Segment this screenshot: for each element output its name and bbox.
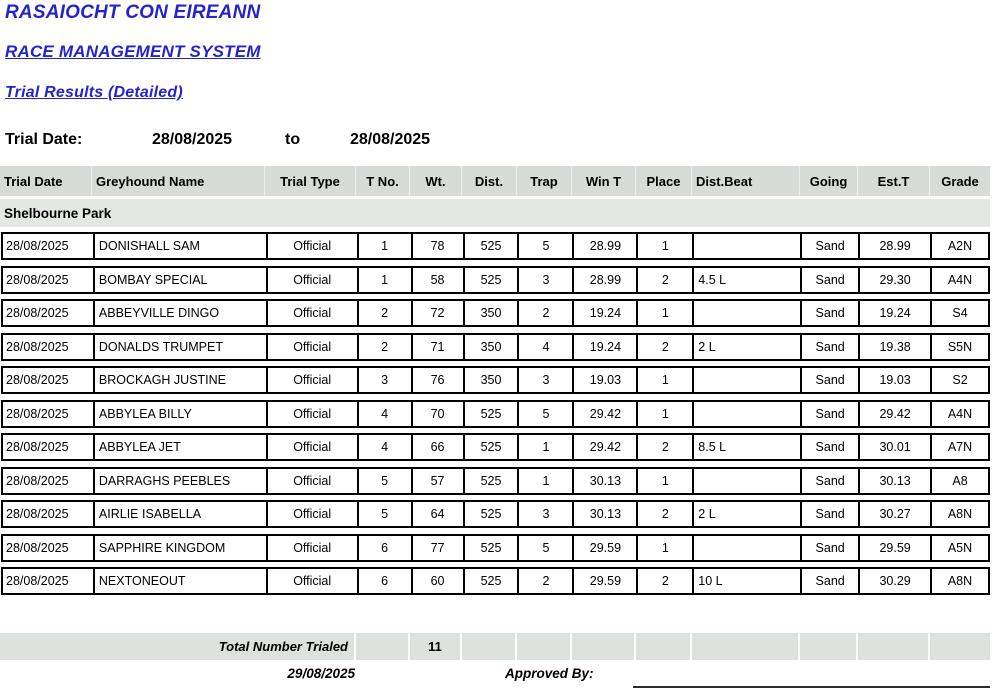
cell-going: Sand bbox=[800, 534, 858, 562]
cell-trap: 2 bbox=[517, 567, 572, 595]
cell-weight: 71 bbox=[411, 333, 463, 361]
cell-est-time: 19.03 bbox=[858, 366, 930, 394]
cell-dist-beat: 2 L bbox=[692, 500, 800, 528]
cell-greyhound-name: ABBEYVILLE DINGO bbox=[93, 299, 266, 327]
cell-trial-date: 28/08/2025 bbox=[1, 534, 93, 562]
cell-trap: 5 bbox=[517, 534, 572, 562]
trial-table-body bbox=[1, 232, 990, 601]
cell-grade: S4 bbox=[930, 299, 990, 327]
cell-trial-date: 28/08/2025 bbox=[1, 366, 93, 394]
cell-distance: 350 bbox=[463, 333, 518, 361]
cell-going: Sand bbox=[800, 500, 858, 528]
cell-weight: 76 bbox=[411, 366, 463, 394]
cell-est-time: 19.38 bbox=[858, 333, 930, 361]
cell-est-time: 28.99 bbox=[858, 232, 930, 260]
cell-weight: 64 bbox=[411, 500, 463, 528]
cell-trial-date: 28/08/2025 bbox=[1, 567, 93, 595]
summary-band-cell bbox=[517, 633, 572, 660]
cell-weight: 70 bbox=[411, 400, 463, 428]
cell-place: 1 bbox=[636, 534, 692, 562]
cell-win-time: 28.99 bbox=[572, 232, 636, 260]
track-section-row bbox=[0, 199, 990, 227]
cell-trial-type: Official bbox=[266, 567, 357, 595]
cell-win-time: 29.42 bbox=[572, 433, 636, 461]
cell-est-time: 29.30 bbox=[858, 266, 930, 294]
cell-weight: 78 bbox=[411, 232, 463, 260]
cell-trial-date: 28/08/2025 bbox=[1, 232, 93, 260]
col-header-distance: Dist. bbox=[462, 166, 517, 196]
cell-place: 2 bbox=[636, 500, 692, 528]
cell-trial-no: 2 bbox=[357, 299, 411, 327]
cell-trial-type: Official bbox=[266, 433, 357, 461]
cell-greyhound-name: DARRAGHS PEEBLES bbox=[93, 467, 266, 495]
cell-trial-date: 28/08/2025 bbox=[1, 266, 93, 294]
cell-weight: 66 bbox=[411, 433, 463, 461]
summary-band-cell bbox=[692, 633, 800, 660]
cell-trap: 3 bbox=[517, 366, 572, 394]
cell-place: 1 bbox=[636, 467, 692, 495]
summary-band bbox=[0, 633, 990, 660]
table-row bbox=[1, 433, 990, 461]
col-header-est-time: Est.T bbox=[858, 166, 930, 196]
col-header-trap: Trap bbox=[517, 166, 572, 196]
table-header-row bbox=[0, 166, 990, 196]
col-header-weight: Wt. bbox=[410, 166, 462, 196]
table-row bbox=[1, 467, 990, 495]
cell-going: Sand bbox=[800, 467, 858, 495]
cell-greyhound-name: DONALDS TRUMPET bbox=[93, 333, 266, 361]
table-row bbox=[1, 534, 990, 562]
cell-weight: 60 bbox=[411, 567, 463, 595]
cell-grade: A8 bbox=[930, 467, 990, 495]
cell-trap: 4 bbox=[517, 333, 572, 361]
cell-grade: A7N bbox=[930, 433, 990, 461]
cell-trial-no: 3 bbox=[357, 366, 411, 394]
table-row bbox=[1, 400, 990, 428]
cell-distance: 350 bbox=[463, 366, 518, 394]
cell-trial-no: 5 bbox=[357, 500, 411, 528]
cell-trial-date: 28/08/2025 bbox=[1, 500, 93, 528]
cell-distance: 525 bbox=[463, 500, 518, 528]
cell-going: Sand bbox=[800, 333, 858, 361]
cell-trial-type: Official bbox=[266, 333, 357, 361]
col-header-dist-beat: Dist.Beat bbox=[692, 166, 800, 196]
cell-dist-beat: 2 L bbox=[692, 333, 800, 361]
track-name: Shelbourne Park bbox=[4, 205, 112, 221]
cell-trial-date: 28/08/2025 bbox=[1, 400, 93, 428]
cell-est-time: 30.27 bbox=[858, 500, 930, 528]
cell-going: Sand bbox=[800, 433, 858, 461]
cell-place: 2 bbox=[636, 433, 692, 461]
summary-band-cell bbox=[356, 633, 410, 660]
trial-date-label: Trial Date: bbox=[5, 131, 83, 148]
table-row bbox=[1, 299, 990, 327]
summary-band-cell bbox=[858, 633, 930, 660]
cell-greyhound-name: DONISHALL SAM bbox=[93, 232, 266, 260]
col-header-place: Place bbox=[636, 166, 692, 196]
cell-trial-date: 28/08/2025 bbox=[1, 299, 93, 327]
cell-grade: A8N bbox=[930, 500, 990, 528]
table-row bbox=[1, 366, 990, 394]
cell-place: 2 bbox=[636, 333, 692, 361]
cell-trial-type: Official bbox=[266, 232, 357, 260]
cell-est-time: 29.42 bbox=[858, 400, 930, 428]
cell-weight: 72 bbox=[411, 299, 463, 327]
cell-grade: A5N bbox=[930, 534, 990, 562]
cell-trial-type: Official bbox=[266, 299, 357, 327]
cell-greyhound-name: ABBYLEA BILLY bbox=[93, 400, 266, 428]
cell-grade: A8N bbox=[930, 567, 990, 595]
cell-dist-beat: 8.5 L bbox=[692, 433, 800, 461]
cell-dist-beat bbox=[692, 232, 800, 260]
trial-date-to-value: 28/08/2025 bbox=[350, 131, 431, 148]
trial-date-from-value: 28/08/2025 bbox=[152, 131, 233, 148]
cell-trap: 1 bbox=[517, 467, 572, 495]
cell-trial-date: 28/08/2025 bbox=[1, 433, 93, 461]
cell-trial-no: 5 bbox=[357, 467, 411, 495]
cell-trial-type: Official bbox=[266, 266, 357, 294]
cell-place: 2 bbox=[636, 567, 692, 595]
cell-going: Sand bbox=[800, 232, 858, 260]
cell-distance: 525 bbox=[463, 266, 518, 294]
cell-trial-type: Official bbox=[266, 366, 357, 394]
cell-dist-beat bbox=[692, 467, 800, 495]
cell-trial-no: 1 bbox=[357, 266, 411, 294]
cell-trial-no: 4 bbox=[357, 400, 411, 428]
cell-est-time: 19.24 bbox=[858, 299, 930, 327]
cell-win-time: 19.24 bbox=[572, 333, 636, 361]
cell-place: 1 bbox=[636, 400, 692, 428]
cell-dist-beat bbox=[692, 366, 800, 394]
cell-trial-no: 4 bbox=[357, 433, 411, 461]
cell-greyhound-name: BROCKAGH JUSTINE bbox=[93, 366, 266, 394]
cell-win-time: 30.13 bbox=[572, 500, 636, 528]
cell-trial-type: Official bbox=[266, 500, 357, 528]
cell-distance: 525 bbox=[463, 400, 518, 428]
cell-trial-date: 28/08/2025 bbox=[1, 467, 93, 495]
col-header-grade: Grade bbox=[941, 173, 979, 189]
cell-dist-beat bbox=[692, 299, 800, 327]
cell-trial-date: 28/08/2025 bbox=[1, 333, 93, 361]
cell-going: Sand bbox=[800, 567, 858, 595]
cell-greyhound-name: ABBYLEA JET bbox=[93, 433, 266, 461]
cell-dist-beat bbox=[692, 400, 800, 428]
cell-win-time: 29.59 bbox=[572, 534, 636, 562]
cell-distance: 525 bbox=[463, 467, 518, 495]
table-row bbox=[1, 500, 990, 528]
cell-grade: A4N bbox=[930, 266, 990, 294]
cell-trial-no: 6 bbox=[357, 534, 411, 562]
org-title: RASAIOCHT CON EIREANN bbox=[5, 2, 261, 23]
cell-win-time: 19.03 bbox=[572, 366, 636, 394]
cell-win-time: 28.99 bbox=[572, 266, 636, 294]
cell-win-time: 30.13 bbox=[572, 467, 636, 495]
cell-trap: 3 bbox=[517, 500, 572, 528]
cell-est-time: 30.13 bbox=[858, 467, 930, 495]
cell-trap: 5 bbox=[517, 400, 572, 428]
cell-dist-beat: 10 L bbox=[692, 567, 800, 595]
cell-trap: 2 bbox=[517, 299, 572, 327]
summary-band-cell bbox=[462, 633, 517, 660]
summary-band-cell bbox=[572, 633, 636, 660]
cell-distance: 525 bbox=[463, 567, 518, 595]
cell-weight: 77 bbox=[411, 534, 463, 562]
cell-weight: 57 bbox=[411, 467, 463, 495]
table-row bbox=[1, 567, 990, 595]
col-header-win-time: Win T bbox=[572, 166, 636, 196]
table-row bbox=[1, 232, 990, 260]
cell-distance: 525 bbox=[463, 433, 518, 461]
cell-greyhound-name: AIRLIE ISABELLA bbox=[93, 500, 266, 528]
cell-place: 2 bbox=[636, 266, 692, 294]
cell-win-time: 19.24 bbox=[572, 299, 636, 327]
signature-line bbox=[633, 686, 990, 688]
cell-going: Sand bbox=[800, 299, 858, 327]
cell-place: 1 bbox=[636, 366, 692, 394]
cell-trial-type: Official bbox=[266, 400, 357, 428]
cell-distance: 350 bbox=[463, 299, 518, 327]
cell-trial-no: 1 bbox=[357, 232, 411, 260]
report-title: Trial Results (Detailed) bbox=[5, 84, 183, 101]
cell-place: 1 bbox=[636, 299, 692, 327]
total-trialed-value: 11 bbox=[410, 633, 462, 660]
summary-band-cell bbox=[636, 633, 692, 660]
cell-place: 1 bbox=[636, 232, 692, 260]
cell-trial-type: Official bbox=[266, 467, 357, 495]
to-label: to bbox=[285, 131, 301, 148]
cell-win-time: 29.59 bbox=[572, 567, 636, 595]
cell-trap: 3 bbox=[517, 266, 572, 294]
cell-trap: 5 bbox=[517, 232, 572, 260]
print-date: 29/08/2025 bbox=[287, 666, 355, 681]
cell-greyhound-name: SAPPHIRE KINGDOM bbox=[93, 534, 266, 562]
cell-est-time: 30.01 bbox=[858, 433, 930, 461]
cell-dist-beat bbox=[692, 534, 800, 562]
col-header-trial-type: Trial Type bbox=[265, 166, 356, 196]
cell-distance: 525 bbox=[463, 534, 518, 562]
table-row bbox=[1, 266, 990, 294]
cell-grade: A4N bbox=[930, 400, 990, 428]
cell-greyhound-name: BOMBAY SPECIAL bbox=[93, 266, 266, 294]
cell-win-time: 29.42 bbox=[572, 400, 636, 428]
cell-going: Sand bbox=[800, 266, 858, 294]
cell-est-time: 29.59 bbox=[858, 534, 930, 562]
col-header-trial-date: Trial Date bbox=[0, 166, 92, 196]
cell-trial-type: Official bbox=[266, 534, 357, 562]
cell-dist-beat: 4.5 L bbox=[692, 266, 800, 294]
cell-going: Sand bbox=[800, 366, 858, 394]
col-header-greyhound-name: Greyhound Name bbox=[92, 166, 265, 196]
table-row bbox=[1, 333, 990, 361]
col-header-trial-no: T No. bbox=[356, 166, 410, 196]
cell-greyhound-name: NEXTONEOUT bbox=[93, 567, 266, 595]
cell-trial-no: 6 bbox=[357, 567, 411, 595]
cell-distance: 525 bbox=[463, 232, 518, 260]
system-title: RACE MANAGEMENT SYSTEM bbox=[5, 42, 261, 61]
cell-trap: 1 bbox=[517, 433, 572, 461]
cell-est-time: 30.29 bbox=[858, 567, 930, 595]
total-trialed-label: Total Number Trialed bbox=[0, 633, 356, 660]
col-header-going: Going bbox=[800, 166, 858, 196]
cell-grade: A2N bbox=[930, 232, 990, 260]
summary-band-cell bbox=[930, 633, 990, 660]
cell-trial-no: 2 bbox=[357, 333, 411, 361]
approved-by-label: Approved By: bbox=[505, 666, 594, 681]
summary-band-cell bbox=[800, 633, 858, 660]
cell-going: Sand bbox=[800, 400, 858, 428]
cell-weight: 58 bbox=[411, 266, 463, 294]
cell-grade: S2 bbox=[930, 366, 990, 394]
cell-grade: S5N bbox=[930, 333, 990, 361]
